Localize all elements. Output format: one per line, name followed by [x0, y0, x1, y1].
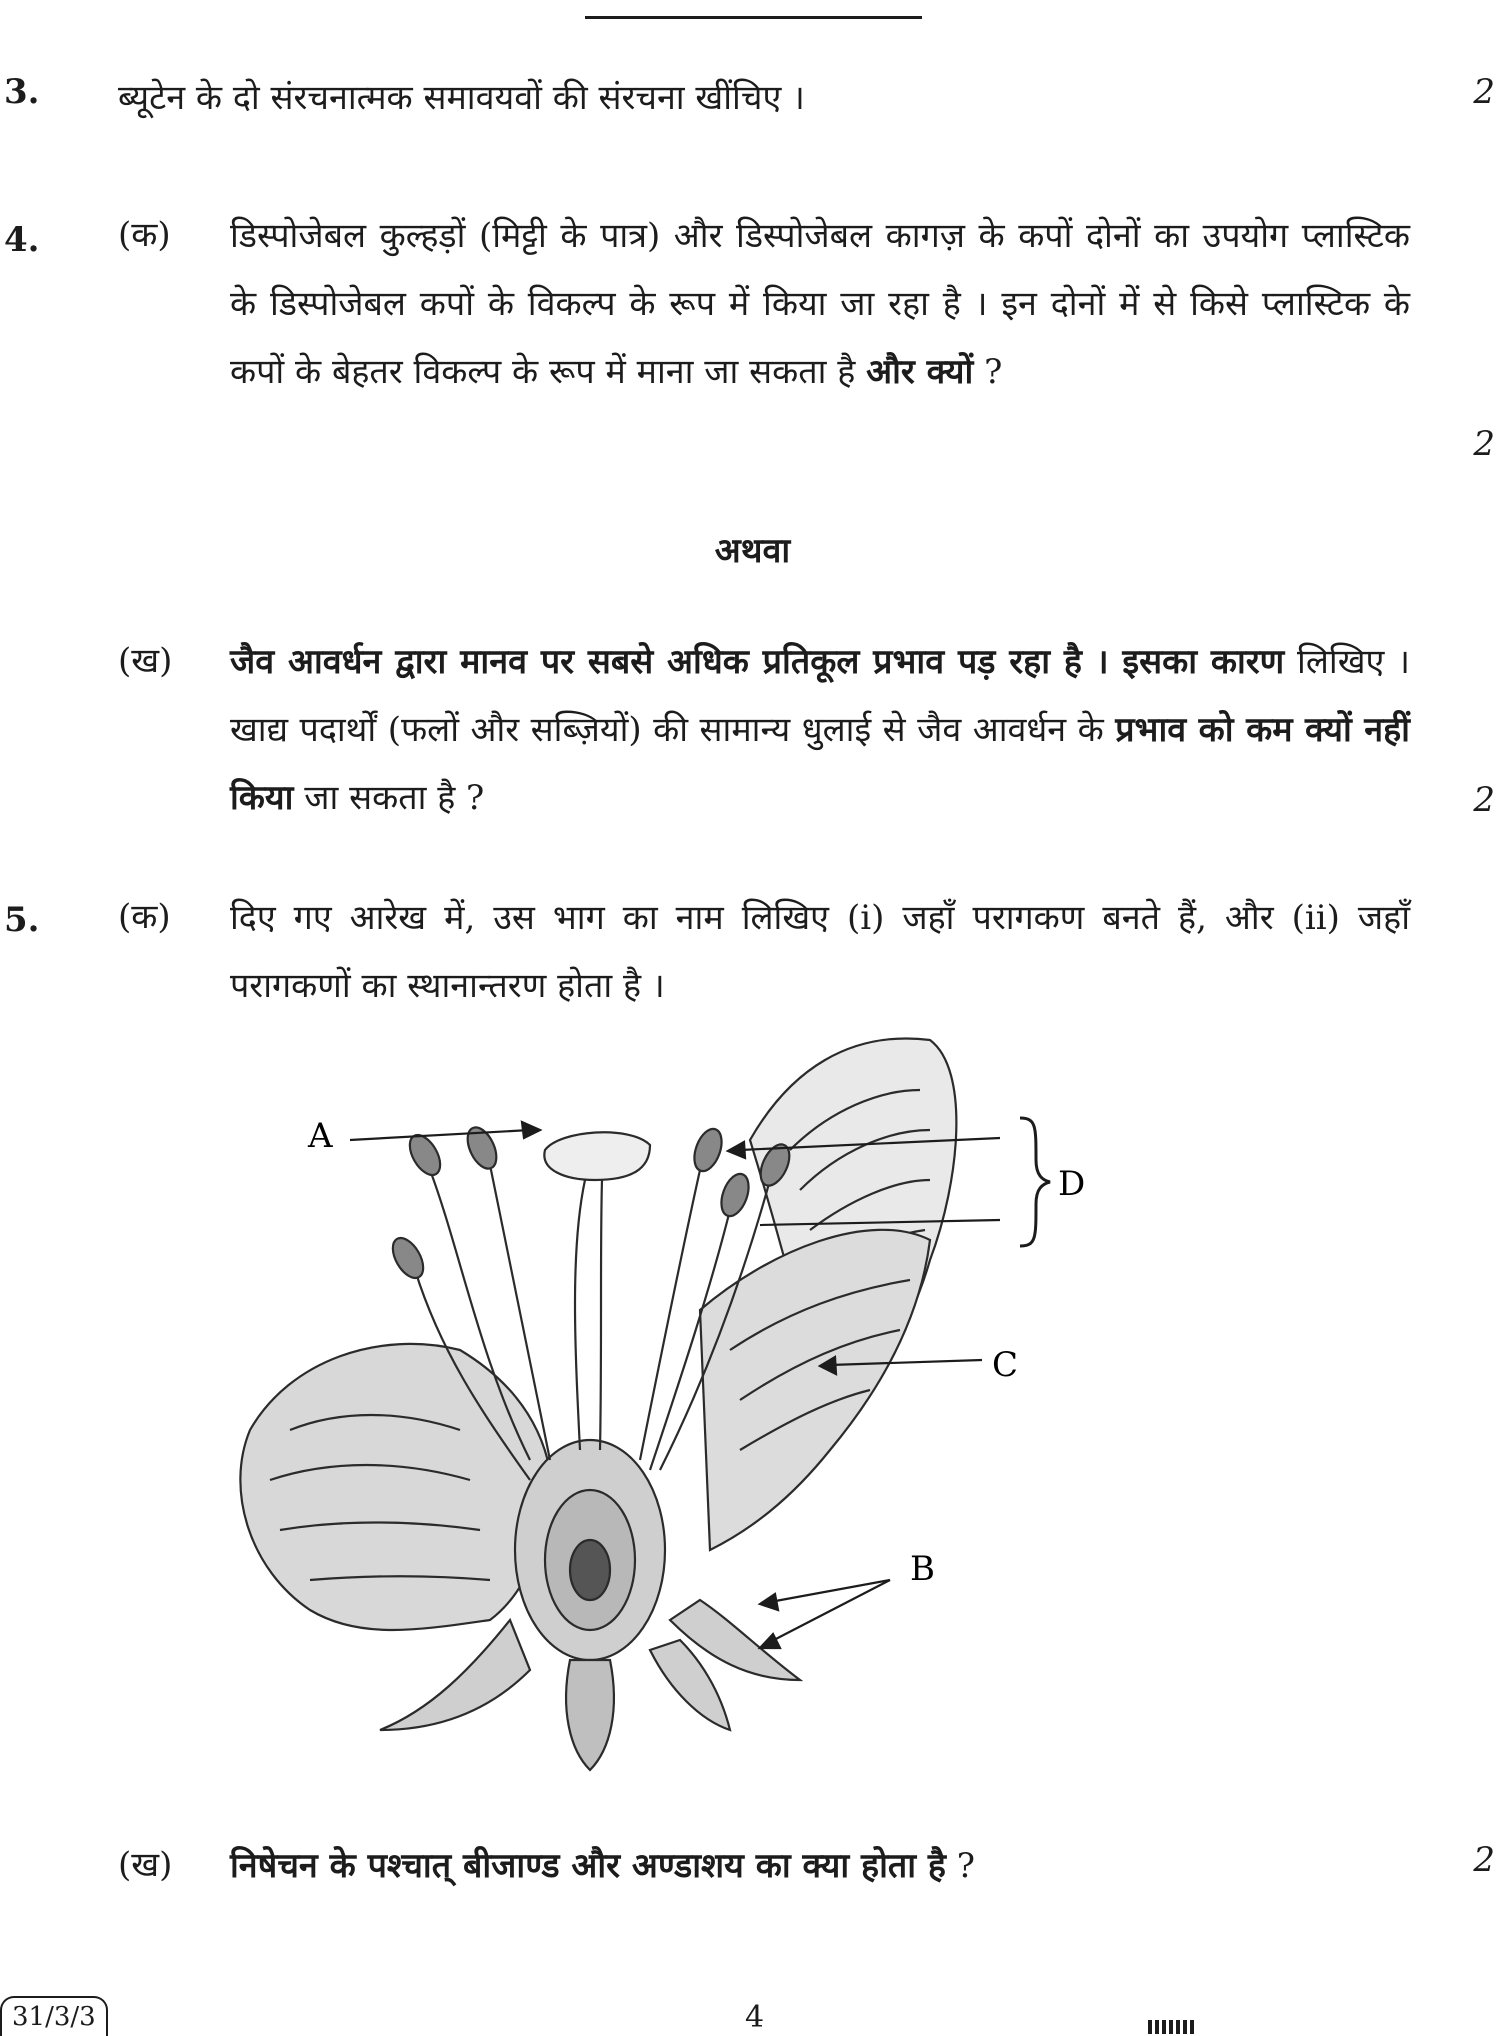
stamen-filament-4: [640, 1170, 700, 1460]
question-4-number: 4.: [4, 220, 40, 260]
label-a-arrowhead: [522, 1122, 540, 1138]
question-4a-label: (क): [118, 215, 171, 255]
question-4b-bold-3: प्रभाव को कम क्यों नहीं किया: [230, 710, 1410, 818]
qr-code-icon: [1148, 2020, 1194, 2034]
label-b-arrow-line-1: [770, 1580, 890, 1602]
question-3-text: ब्यूटेन के दो संरचनात्मक समावयवों की संरचना खींचिए ।: [118, 78, 805, 118]
middle-petal: [700, 1230, 930, 1550]
stigma: [544, 1132, 650, 1180]
question-3-marks: 2: [1473, 72, 1495, 112]
question-5a-text: दिए गए आरेख में, उस भाग का नाम लिखिए (i) जहाँ परागकण बनते हैं, और (ii) जहाँ परागकणों का स्थानान्तरण होता है ।: [230, 898, 1410, 1006]
question-3-number: 3.: [4, 72, 40, 112]
style: [575, 1180, 602, 1450]
label-b: B: [910, 1549, 935, 1589]
label-b-arrowhead-1: [760, 1594, 778, 1610]
anther-2: [462, 1123, 502, 1173]
label-d-brace: [1020, 1118, 1050, 1246]
question-4a-marks: 2: [1473, 424, 1495, 464]
question-5b-bold: निषेचन के पश्चात् बीजाण्ड और अण्डाशय का क्या होता है: [230, 1846, 946, 1886]
question-4b-text-4: जा सकता है ?: [293, 778, 485, 818]
anther-4: [689, 1125, 727, 1175]
label-a-arrow-line: [350, 1130, 530, 1140]
question-4a-bold: और क्यों: [866, 352, 974, 392]
question-4a-end: ?: [973, 352, 1003, 392]
question-4b-label: (ख): [118, 641, 173, 681]
flower-diagram: [230, 1030, 1130, 1790]
label-a: A: [308, 1116, 333, 1156]
question-4b-bold-1: जैव आवर्धन द्वारा मानव पर सबसे अधिक प्रतिकूल प्रभाव पड़ रहा है । इसका कारण: [230, 642, 1285, 682]
label-d: D: [1058, 1164, 1086, 1204]
top-rule: [585, 16, 922, 19]
question-4a-body: डिस्पोजेबल कुल्हड़ों (मिट्टी के पात्र) और डिस्पोजेबल कागज़ के कपों दोनों का उपयोग प्लास्टिक के डिस्पोजेबल कपों के विकल्प के रूप में किया जा रहा है । इन दोनों में से किसे प्लास्टिक के कपों के बेहतर विकल्प के रूप में माना जा सकता है: [230, 216, 1410, 392]
page-number: 4: [745, 2000, 765, 2035]
question-5-number: 5.: [4, 900, 40, 940]
anther-5: [716, 1170, 754, 1220]
question-4b-text-2: लिखिए । खाद्य पदार्थों (फलों और सब्ज़ियों) की सामान्य धुलाई से जैव आवर्धन के: [230, 642, 1411, 750]
left-petal: [240, 1344, 550, 1630]
label-b-arrowhead-2: [760, 1634, 780, 1648]
question-5b-label: (ख): [118, 1845, 173, 1885]
paper-code: 31/3/3: [0, 1996, 108, 2036]
label-c: C: [992, 1345, 1019, 1385]
sepal-1: [380, 1620, 530, 1730]
sepal-3: [566, 1660, 614, 1770]
ovule-core: [570, 1540, 610, 1600]
question-4a-text: [230, 202, 1410, 406]
question-5b-text: [230, 1832, 1410, 1900]
question-5b-marks: 2: [1473, 1840, 1495, 1880]
question-4b-text: [230, 628, 1410, 832]
question-5a-label: (क): [118, 897, 171, 937]
label-d-arrowhead-1: [728, 1142, 745, 1158]
question-4b-marks: 2: [1473, 780, 1495, 820]
anther-3: [387, 1233, 430, 1283]
label-b-arrow-line-2: [770, 1580, 890, 1642]
or-heading: अथवा: [714, 531, 791, 571]
question-5b-end: ?: [945, 1846, 975, 1886]
